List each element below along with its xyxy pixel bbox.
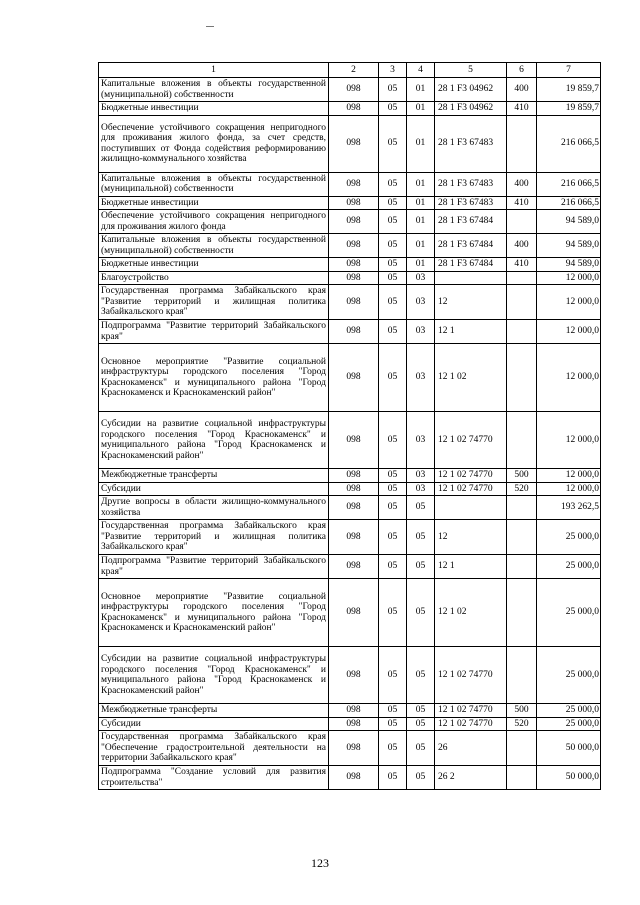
- amount-cell: 94 589,0: [537, 258, 601, 272]
- code-section-cell: 05: [379, 520, 407, 555]
- code-section-cell: 05: [379, 412, 407, 469]
- code-target-cell: 28 1 F3 67483: [435, 172, 507, 196]
- table-row: [99, 717, 601, 731]
- code-target-cell: 12 1 02 74770: [435, 704, 507, 718]
- amount-cell: 50 000,0: [537, 766, 601, 790]
- code-section-cell: 05: [379, 234, 407, 258]
- code-section-cell: 05: [379, 115, 407, 172]
- table-row: [99, 579, 601, 647]
- page-number: 123: [311, 856, 329, 870]
- code-target-cell: 12: [435, 520, 507, 555]
- code-chapter-cell: 098: [329, 196, 379, 210]
- row-name-cell: Субсидии: [99, 717, 329, 731]
- code-expense-type-cell: 500: [507, 469, 537, 483]
- code-chapter-cell: 098: [329, 555, 379, 579]
- code-expense-type-cell: 500: [507, 704, 537, 718]
- code-subsection-cell: 05: [407, 704, 435, 718]
- table-row: [99, 555, 601, 579]
- code-expense-type-cell: [507, 555, 537, 579]
- code-subsection-cell: 05: [407, 520, 435, 555]
- code-expense-type-cell: 410: [507, 258, 537, 272]
- code-chapter-cell: 098: [329, 234, 379, 258]
- amount-cell: 50 000,0: [537, 731, 601, 766]
- code-subsection-cell: 01: [407, 210, 435, 234]
- header-cell: 7: [537, 63, 601, 78]
- amount-cell: 25 000,0: [537, 579, 601, 647]
- code-expense-type-cell: [507, 496, 537, 520]
- code-section-cell: 05: [379, 555, 407, 579]
- code-section-cell: 05: [379, 731, 407, 766]
- amount-cell: 216 066,5: [537, 172, 601, 196]
- code-target-cell: 28 1 F3 04962: [435, 78, 507, 102]
- amount-cell: 12 000,0: [537, 412, 601, 469]
- code-subsection-cell: 01: [407, 258, 435, 272]
- code-subsection-cell: 01: [407, 115, 435, 172]
- row-name-cell: Капитальные вложения в объекты государственной (муниципальной) собственности: [99, 78, 329, 102]
- code-target-cell: 28 1 F3 67483: [435, 196, 507, 210]
- table-row: [99, 102, 601, 116]
- row-name-cell: Капитальные вложения в объекты государственной (муниципальной) собственности: [99, 234, 329, 258]
- header-cell: 3: [379, 63, 407, 78]
- code-target-cell: 26: [435, 731, 507, 766]
- row-name-cell: Благоустройство: [99, 271, 329, 285]
- code-subsection-cell: 01: [407, 172, 435, 196]
- code-expense-type-cell: 410: [507, 102, 537, 116]
- code-target-cell: 12 1 02 74770: [435, 482, 507, 496]
- table-row: [99, 172, 601, 196]
- code-section-cell: 05: [379, 717, 407, 731]
- row-name-cell: Государственная программа Забайкальского края "Развитие территорий и жилищная политика Забайкальского края": [99, 285, 329, 320]
- table-row: [99, 469, 601, 483]
- row-name-cell: Субсидии на развитие социальной инфраструктуры городского поселения "Город Краснокаменск" и муниципального района "Город Краснокаменск и Краснокаменский район": [99, 647, 329, 704]
- header-cell: 5: [435, 63, 507, 78]
- code-chapter-cell: 098: [329, 766, 379, 790]
- code-expense-type-cell: 520: [507, 717, 537, 731]
- table-row: [99, 344, 601, 412]
- table-row: [99, 647, 601, 704]
- row-name-cell: Капитальные вложения в объекты государственной (муниципальной) собственности: [99, 172, 329, 196]
- code-section-cell: 05: [379, 258, 407, 272]
- code-section-cell: 05: [379, 102, 407, 116]
- code-section-cell: 05: [379, 766, 407, 790]
- code-subsection-cell: 05: [407, 496, 435, 520]
- table-row: [99, 258, 601, 272]
- code-section-cell: 05: [379, 78, 407, 102]
- table-row: [99, 115, 601, 172]
- row-name-cell: Подпрограмма "Развитие территорий Забайкальского края": [99, 555, 329, 579]
- code-chapter-cell: 098: [329, 520, 379, 555]
- code-chapter-cell: 098: [329, 78, 379, 102]
- code-target-cell: 12 1 02: [435, 579, 507, 647]
- code-chapter-cell: 098: [329, 285, 379, 320]
- code-target-cell: 28 1 F3 67484: [435, 234, 507, 258]
- table-row: [99, 210, 601, 234]
- table-row: [99, 766, 601, 790]
- code-subsection-cell: 05: [407, 579, 435, 647]
- row-name-cell: Бюджетные инвестиции: [99, 196, 329, 210]
- code-expense-type-cell: [507, 271, 537, 285]
- budget-table: [98, 62, 601, 790]
- code-chapter-cell: 098: [329, 258, 379, 272]
- code-expense-type-cell: [507, 320, 537, 344]
- amount-cell: 12 000,0: [537, 271, 601, 285]
- code-chapter-cell: 098: [329, 412, 379, 469]
- row-name-cell: Межбюджетные трансферты: [99, 704, 329, 718]
- code-target-cell: 12 1 02 74770: [435, 469, 507, 483]
- code-chapter-cell: 098: [329, 271, 379, 285]
- code-target-cell: 12 1: [435, 320, 507, 344]
- table-row: [99, 285, 601, 320]
- amount-cell: 25 000,0: [537, 717, 601, 731]
- table-row: [99, 704, 601, 718]
- code-target-cell: 12 1 02 74770: [435, 717, 507, 731]
- amount-cell: 94 589,0: [537, 210, 601, 234]
- code-chapter-cell: 098: [329, 717, 379, 731]
- code-chapter-cell: 098: [329, 469, 379, 483]
- code-target-cell: 12 1 02: [435, 344, 507, 412]
- scan-mark: [206, 26, 214, 27]
- code-chapter-cell: 098: [329, 496, 379, 520]
- amount-cell: 19 859,7: [537, 102, 601, 116]
- table-body: [99, 63, 601, 790]
- code-expense-type-cell: [507, 115, 537, 172]
- code-chapter-cell: 098: [329, 579, 379, 647]
- row-name-cell: Подпрограмма "Развитие территорий Забайкальского края": [99, 320, 329, 344]
- table-row: [99, 234, 601, 258]
- row-name-cell: Другие вопросы в области жилищно-коммунального хозяйства: [99, 496, 329, 520]
- row-name-cell: Субсидии: [99, 482, 329, 496]
- code-subsection-cell: 03: [407, 469, 435, 483]
- amount-cell: 25 000,0: [537, 520, 601, 555]
- row-name-cell: Обеспечение устойчивого сокращения непригодного для проживания жилого фонда: [99, 210, 329, 234]
- code-expense-type-cell: [507, 210, 537, 234]
- code-subsection-cell: 03: [407, 271, 435, 285]
- table-row: [99, 482, 601, 496]
- amount-cell: 25 000,0: [537, 704, 601, 718]
- code-subsection-cell: 03: [407, 412, 435, 469]
- amount-cell: 12 000,0: [537, 320, 601, 344]
- code-section-cell: 05: [379, 496, 407, 520]
- code-subsection-cell: 05: [407, 647, 435, 704]
- code-subsection-cell: 05: [407, 555, 435, 579]
- amount-cell: 193 262,5: [537, 496, 601, 520]
- row-name-cell: Подпрограмма "Создание условий для развития строительства": [99, 766, 329, 790]
- code-target-cell: 28 1 F3 67484: [435, 210, 507, 234]
- amount-cell: 12 000,0: [537, 482, 601, 496]
- code-subsection-cell: 03: [407, 320, 435, 344]
- code-subsection-cell: 05: [407, 731, 435, 766]
- code-section-cell: 05: [379, 172, 407, 196]
- code-expense-type-cell: [507, 579, 537, 647]
- table-header-row: [99, 63, 601, 78]
- code-section-cell: 05: [379, 482, 407, 496]
- table-row: [99, 78, 601, 102]
- code-chapter-cell: 098: [329, 704, 379, 718]
- code-chapter-cell: 098: [329, 102, 379, 116]
- table-row: [99, 412, 601, 469]
- row-name-cell: Субсидии на развитие социальной инфраструктуры городского поселения "Город Краснокаменск" и муниципального района "Город Краснокаменск и Краснокаменский район": [99, 412, 329, 469]
- code-chapter-cell: 098: [329, 320, 379, 344]
- code-target-cell: 12: [435, 285, 507, 320]
- amount-cell: 25 000,0: [537, 647, 601, 704]
- header-cell: 6: [507, 63, 537, 78]
- code-subsection-cell: 01: [407, 196, 435, 210]
- code-expense-type-cell: [507, 731, 537, 766]
- amount-cell: 12 000,0: [537, 344, 601, 412]
- table-row: [99, 496, 601, 520]
- row-name-cell: Межбюджетные трансферты: [99, 469, 329, 483]
- row-name-cell: Обеспечение устойчивого сокращения непригодного для проживания жилого фонда, за счет средств, поступивших от Фонда содействия реформированию жилищно-коммунального хозяйства: [99, 115, 329, 172]
- row-name-cell: Основное мероприятие "Развитие социальной инфраструктуры городского поселения "Город Краснокаменск" и муниципального района "Город Краснокаменск и Краснокаменский район": [99, 344, 329, 412]
- code-subsection-cell: 05: [407, 717, 435, 731]
- code-expense-type-cell: 400: [507, 172, 537, 196]
- table-row: [99, 196, 601, 210]
- code-chapter-cell: 098: [329, 482, 379, 496]
- code-section-cell: 05: [379, 320, 407, 344]
- code-chapter-cell: 098: [329, 172, 379, 196]
- code-subsection-cell: 03: [407, 344, 435, 412]
- table-row: [99, 320, 601, 344]
- code-subsection-cell: 01: [407, 102, 435, 116]
- code-chapter-cell: 098: [329, 647, 379, 704]
- amount-cell: 25 000,0: [537, 555, 601, 579]
- code-target-cell: 12 1 02 74770: [435, 647, 507, 704]
- code-expense-type-cell: [507, 766, 537, 790]
- code-subsection-cell: 01: [407, 78, 435, 102]
- code-target-cell: 28 1 F3 67483: [435, 115, 507, 172]
- code-chapter-cell: 098: [329, 210, 379, 234]
- row-name-cell: Основное мероприятие "Развитие социальной инфраструктуры городского поселения "Город Краснокаменск" и муниципального района "Город Краснокаменск и Краснокаменский район": [99, 579, 329, 647]
- code-subsection-cell: 03: [407, 285, 435, 320]
- code-expense-type-cell: [507, 344, 537, 412]
- code-section-cell: 05: [379, 579, 407, 647]
- code-expense-type-cell: 410: [507, 196, 537, 210]
- amount-cell: 216 066,5: [537, 196, 601, 210]
- row-name-cell: Государственная программа Забайкальского края "Развитие территорий и жилищная политика Забайкальского края": [99, 520, 329, 555]
- table-row: [99, 271, 601, 285]
- code-target-cell: 12 1: [435, 555, 507, 579]
- header-cell: 4: [407, 63, 435, 78]
- code-expense-type-cell: 400: [507, 78, 537, 102]
- code-target-cell: 28 1 F3 04962: [435, 102, 507, 116]
- row-name-cell: Бюджетные инвестиции: [99, 258, 329, 272]
- header-cell: 1: [99, 63, 329, 78]
- code-expense-type-cell: 520: [507, 482, 537, 496]
- header-cell: 2: [329, 63, 379, 78]
- code-section-cell: 05: [379, 704, 407, 718]
- code-section-cell: 05: [379, 285, 407, 320]
- row-name-cell: Бюджетные инвестиции: [99, 102, 329, 116]
- code-expense-type-cell: [507, 412, 537, 469]
- code-chapter-cell: 098: [329, 731, 379, 766]
- amount-cell: 12 000,0: [537, 469, 601, 483]
- code-target-cell: 28 1 F3 67484: [435, 258, 507, 272]
- amount-cell: 94 589,0: [537, 234, 601, 258]
- code-section-cell: 05: [379, 271, 407, 285]
- code-section-cell: 05: [379, 344, 407, 412]
- code-target-cell: [435, 271, 507, 285]
- code-subsection-cell: 05: [407, 766, 435, 790]
- code-subsection-cell: 01: [407, 234, 435, 258]
- amount-cell: 12 000,0: [537, 285, 601, 320]
- code-expense-type-cell: [507, 285, 537, 320]
- code-expense-type-cell: [507, 647, 537, 704]
- code-expense-type-cell: 400: [507, 234, 537, 258]
- table-row: [99, 731, 601, 766]
- code-section-cell: 05: [379, 210, 407, 234]
- code-target-cell: [435, 496, 507, 520]
- amount-cell: 216 066,5: [537, 115, 601, 172]
- code-expense-type-cell: [507, 520, 537, 555]
- code-chapter-cell: 098: [329, 115, 379, 172]
- table-row: [99, 520, 601, 555]
- code-target-cell: 26 2: [435, 766, 507, 790]
- row-name-cell: Государственная программа Забайкальского края "Обеспечение градостроительной деятельности на территории Забайкальского края": [99, 731, 329, 766]
- code-section-cell: 05: [379, 647, 407, 704]
- code-subsection-cell: 03: [407, 482, 435, 496]
- code-section-cell: 05: [379, 469, 407, 483]
- amount-cell: 19 859,7: [537, 78, 601, 102]
- code-target-cell: 12 1 02 74770: [435, 412, 507, 469]
- code-section-cell: 05: [379, 196, 407, 210]
- code-chapter-cell: 098: [329, 344, 379, 412]
